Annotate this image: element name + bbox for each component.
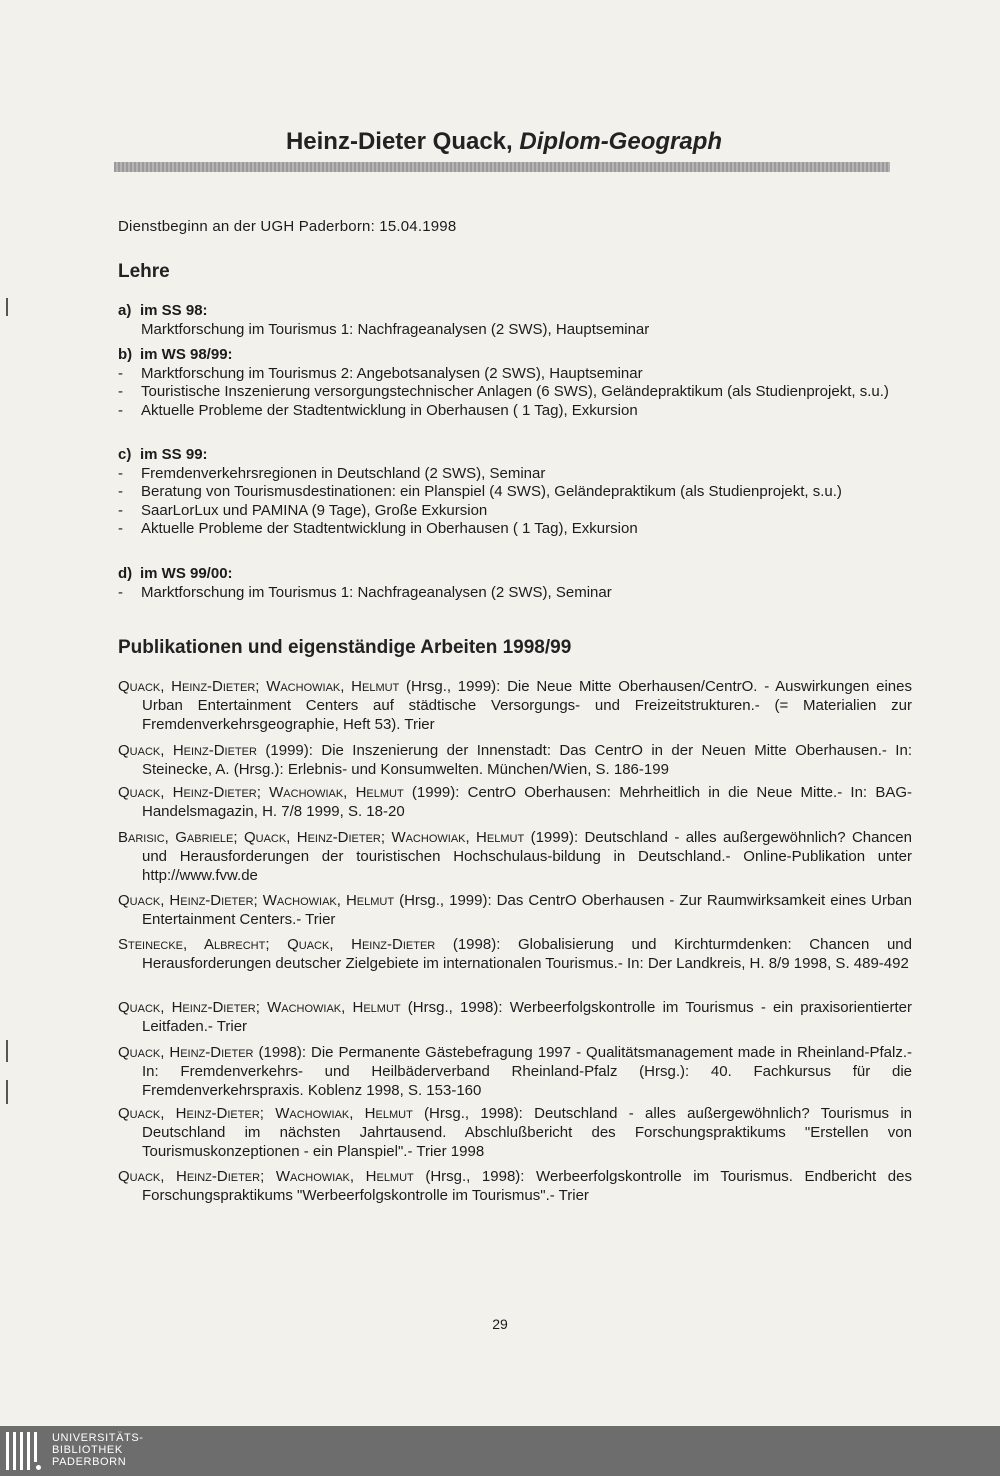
margin-mark — [6, 1040, 8, 1062]
author-name: Heinz-Dieter Quack, — [285, 128, 520, 155]
semester-letter: c) — [118, 446, 132, 463]
publication-entry: Quack, Heinz-Dieter; Wachowiak, Helmut (Hrsg., 1998): Werbeerfolgskontrolle im Tourismus. Endbericht des Forschungspraktikums "Werbeerfolgskontrolle im Tourismus".- Trier — [118, 1168, 912, 1204]
semester-block-d — [118, 565, 890, 602]
publication-entry: Quack, Heinz-Dieter; Wachowiak, Helmut (Hrsg., 1998): Werbeerfolgskontrolle im Tourismus - ein praxisorientierter Leitfaden.- Trier — [118, 999, 912, 1035]
title-rule — [114, 162, 890, 172]
library-footer — [0, 1426, 1000, 1476]
margin-mark — [6, 1080, 8, 1104]
lehre-heading: Lehre — [118, 261, 170, 282]
course-item: - Marktforschung im Tourismus 2: Angebotsanalysen (2 SWS), Hauptseminar — [118, 364, 643, 382]
course-item: Marktforschung im Tourismus 1: Nachfrageanalysen (2 SWS), Hauptseminar — [141, 320, 650, 338]
publication-entry: Steinecke, Albrecht; Quack, Heinz-Dieter (1998): Globalisierung und Kirchturmdenken: Chancen und Herausforderungen deutscher Zielgebiete im internationalen Tourismus.- In: Der Landkreis, H. 8/9 1998, S. 489-492 — [118, 936, 912, 972]
course-item: - Aktuelle Probleme der Stadtentwicklung in Oberhausen ( 1 Tag), Exkursion — [118, 401, 638, 419]
semester-letter: b) — [118, 346, 133, 363]
semester-block-a — [118, 302, 890, 339]
publication-entry: Quack, Heinz-Dieter (1999): Die Inszenierung der Innenstadt: Das CentrO in der Neuen Mitte Oberhausen.- In: Steinecke, A. (Hrsg.): Erlebnis- und Konsumwelten. München/Wien, S. 186-199 — [118, 742, 912, 778]
publication-entry: Barisic, Gabriele; Quack, Heinz-Dieter; Wachowiak, Helmut (1999): Deutschland - alles außergewöhnlich? Chancen und Herausforderungen der touristischen Hochschulaus-bildung in Deutschland.- Online-Publikation unter http://www.fvw.de — [118, 829, 912, 884]
library-logo-text: UNIVERSITÄTS- BIBLIOTHEK PADERBORN — [52, 1432, 144, 1468]
semester-label: im WS 99/00: — [140, 565, 233, 582]
publication-entry: Quack, Heinz-Dieter; Wachowiak, Helmut (Hrsg., 1999): Die Neue Mitte Oberhausen/CentrO. - Auswirkungen eines Urban Entertainment Centers auf städtische Versorgungs- und Freizeitstrukturen.- (= Materialien zur Fremdenverkehrsgeographie, Heft 53). Trier — [118, 678, 912, 733]
publication-entry: Quack, Heinz-Dieter; Wachowiak, Helmut (1999): CentrO Oberhausen: Mehrheitlich in die Neue Mitte.- In: BAG-Handelsmagazin, H. 7/8 1999, S. 18-20 — [118, 784, 912, 820]
semester-block-b — [118, 346, 890, 420]
page-title — [118, 128, 890, 156]
semester-label: im SS 99: — [140, 446, 208, 463]
course-item: - Touristische Inszenierung versorgungstechnischer Anlagen (6 SWS), Geländepraktikum (als Studienprojekt, s.u.) — [118, 383, 889, 400]
course-item: - Marktforschung im Tourismus 1: Nachfrageanalysen (2 SWS), Seminar — [118, 583, 612, 601]
publication-entry: Quack, Heinz-Dieter (1998): Die Permanente Gästebefragung 1997 - Qualitätsmanagement made in Rheinland-Pfalz.- In: Fremdenverkehrs- und Heilbäderverband Rheinland-Pfalz (Hrsg.): 40. Fachkursus für die Fremdenverkehrspraxis. Koblenz 1998, S. 153-160 — [118, 1044, 912, 1099]
publication-entry: Quack, Heinz-Dieter; Wachowiak, Helmut (Hrsg., 1999): Das CentrO Oberhausen - Zur Raumwirksamkeit eines Urban Entertainment Centers.- Trier — [118, 892, 912, 928]
course-item: - Aktuelle Probleme der Stadtentwicklung in Oberhausen ( 1 Tag), Exkursion — [118, 520, 638, 537]
semester-block-c — [118, 446, 890, 539]
start-date-line: Dienstbeginn an der UGH Paderborn: 15.04.1998 — [118, 218, 457, 235]
publication-entry: Quack, Heinz-Dieter; Wachowiak, Helmut (Hrsg., 1998): Deutschland - alles außergewöhnlich? Tourismus in Deutschland im nächsten Jahrtausend. Abschlußbericht des Forschungspraktikums "Erstellen von Tourismuskonzeptionen - ein Planspiel".- Trier 1998 — [118, 1105, 912, 1160]
semester-label: im WS 98/99: — [140, 346, 233, 363]
margin-mark — [6, 298, 8, 316]
course-item: - Fremdenverkehrsregionen in Deutschland (2 SWS), Seminar — [118, 464, 546, 482]
semester-letter: a) — [118, 302, 132, 319]
course-item: - Beratung von Tourismusdestinationen: ein Planspiel (4 SWS), Geländepraktikum (als Studienprojekt, s.u.) — [118, 483, 842, 500]
course-item: - SaarLorLux und PAMINA (9 Tage), Große Exkursion — [118, 501, 488, 519]
author-role: Diplom-Geograph — [519, 128, 723, 155]
publications-heading: Publikationen und eigenständige Arbeiten 1998/99 — [118, 637, 572, 658]
semester-label: im SS 98: — [140, 302, 208, 319]
semester-letter: d) — [118, 565, 133, 582]
page-number: 29 — [492, 1316, 508, 1332]
